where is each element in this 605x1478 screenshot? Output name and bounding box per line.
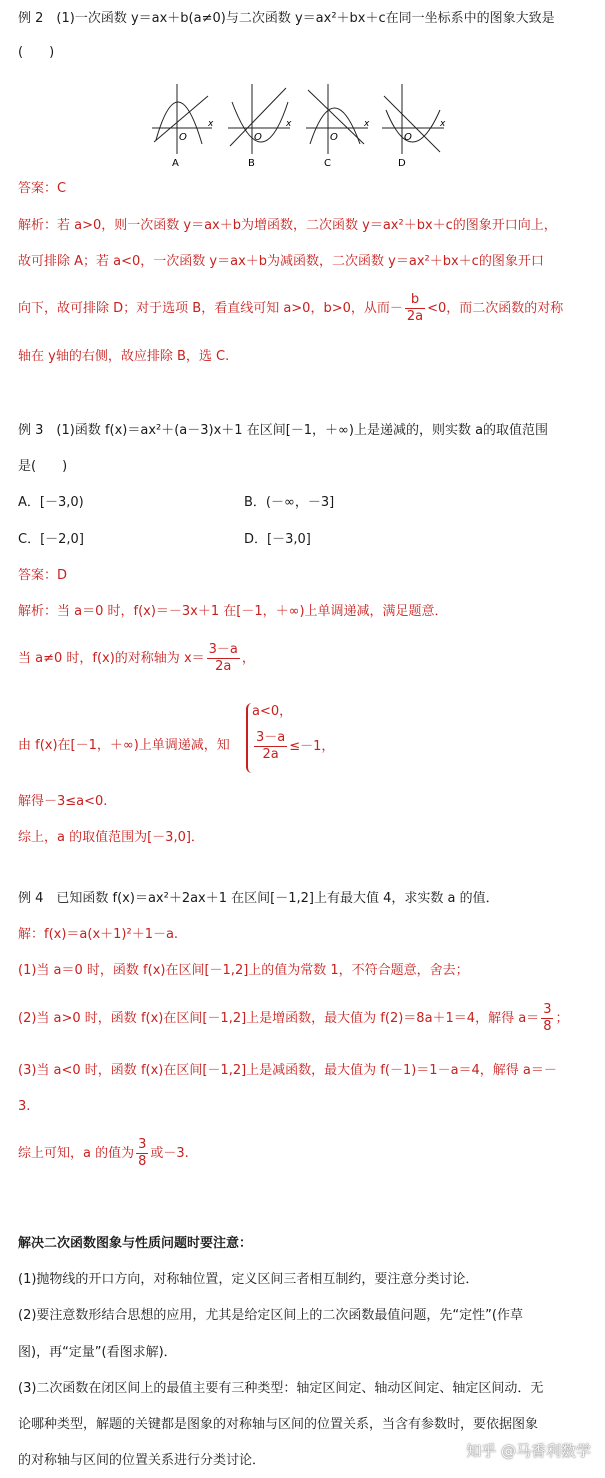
ex3-option-a: A．[－3,0) <box>18 495 84 510</box>
graph-b-x-label: x <box>286 119 292 129</box>
graphs-svg <box>150 82 450 168</box>
ex4-solution-line4: (3)当 a<0 时，函数 f(x)在区间[－1,2]上是减函数，最大值为 f(－1)＝1－a＝4，解得 a＝－ <box>18 1063 557 1078</box>
ex3-question-line2: 是( ) <box>18 459 68 474</box>
graph-d-x-label: x <box>440 119 446 129</box>
notes-item-1: (1)抛物线的开口方向，对称轴位置，定义区间三者相互制约，要注意分类讨论． <box>18 1272 479 1287</box>
graph-c-x-label: x <box>364 119 370 129</box>
ex2-analysis-line4: 轴在 y轴的右侧，故应排除 B，选 C. <box>18 349 230 364</box>
ex3-solution-line2 <box>18 640 255 678</box>
ex3-answer: 答案：D <box>18 568 68 583</box>
fraction-denominator: 2a <box>262 747 279 762</box>
fraction-3-minus-a-over-2a <box>254 730 287 763</box>
notes-item-2-line2: 图)，再“定量”(看图求解)． <box>18 1345 177 1360</box>
ex4-solution-line3-pre: (2)当 a>0 时，函数 f(x)在区间[－1,2]上是增函数，最大值为 f(2)＝8a＋1＝4，解得 a＝ <box>18 1011 540 1026</box>
ex3-solution-line3: 由 f(x)在[－1，＋∞)上单调递减，知 <box>18 738 230 753</box>
ex4-solution-line6 <box>18 1134 189 1174</box>
ex4-solution-line2: (1)当 a＝0 时，函数 f(x)在区间[－1,2]上的值为常数 1，不符合题意，舍去； <box>18 963 469 978</box>
fraction-numerator: 3 <box>543 1002 552 1017</box>
ex4-question: 例 4 已知函数 f(x)＝ax²＋2ax＋1 在区间[－1,2]上有最大值 4，求实数 a 的值． <box>18 891 499 906</box>
graph-c <box>306 84 368 154</box>
graph-d-label: D <box>398 158 406 168</box>
graph-b-origin: O <box>254 132 262 143</box>
system-condition-2-post: ≤－1， <box>289 739 335 754</box>
ex3-question-line1: 例 3 (1)函数 f(x)＝ax²＋(a－3)x＋1 在区间[－1，＋∞)上是递减的，则实数 a的取值范围 <box>18 423 549 438</box>
graph-d <box>382 84 444 154</box>
fraction-denominator: 2a <box>406 309 424 324</box>
ex3-solution-line2-pre: 当 a≠0 时，f(x)的对称轴为 x＝ <box>18 651 205 666</box>
graph-b-label: B <box>248 158 255 168</box>
ex3-solution-line1: 解析：当 a＝0 时，f(x)＝－3x＋1 在[－1，＋∞)上单调递减，满足题意． <box>18 604 448 619</box>
ex4-solution-line3 <box>18 999 568 1039</box>
notes-title: 解决二次函数图象与性质问题时要注意： <box>18 1236 253 1251</box>
graph-c-origin: O <box>330 132 338 143</box>
ex4-solution-line6-pre: 综上可知，a 的值为 <box>18 1146 135 1161</box>
fraction-3-over-8 <box>541 1002 553 1035</box>
ex3-solution-line5: 综上，a 的取值范围为[－3,0]． <box>18 830 204 845</box>
fraction-numerator: 3 <box>138 1137 147 1152</box>
fraction-denominator: 8 <box>138 1154 147 1169</box>
ex2-option-graphs <box>150 82 450 168</box>
graph-a-x-label: x <box>208 119 214 129</box>
ex4-solution-line3-post: ； <box>555 1011 569 1026</box>
graph-d-origin: O <box>404 132 412 143</box>
ex2-analysis-line3 <box>18 290 563 328</box>
fraction-numerator: 3－a <box>256 730 286 745</box>
notes-item-3-line3: 的对称轴与区间的位置关系进行分类讨论． <box>18 1453 266 1468</box>
ex2-analysis-line2: 故可排除 A；若 a<0，一次函数 y＝ax＋b为减函数，二次函数 y＝ax²＋bx＋c的图象开口 <box>18 254 544 269</box>
ex3-option-c: C．[－2,0] <box>18 532 84 547</box>
fraction-denominator: 8 <box>543 1019 552 1034</box>
ex3-solution-line4: 解得－3≤a<0. <box>18 794 108 809</box>
graph-b <box>228 84 290 154</box>
ex2-question-line2: ( ) <box>18 45 55 60</box>
graph-a-label: A <box>172 158 179 168</box>
fraction-numerator: b <box>405 292 425 309</box>
fraction-denominator: 2a <box>215 659 232 674</box>
ex2-question-line1: 例 2 (1)一次函数 y＝ax＋b(a≠0)与二次函数 y＝ax²＋bx＋c在同一坐标系中的图象大致是 <box>18 11 555 26</box>
fraction-b-over-2a <box>405 292 425 325</box>
ex4-solution-line6-post: 或－3. <box>150 1146 189 1161</box>
graph-a-origin: O <box>179 132 187 143</box>
ex2-analysis-line3-pre: 向下，故可排除 D；对于选项 B，看直线可知 a>0，b>0，从而－ <box>18 301 403 316</box>
system-condition-2 <box>252 730 334 763</box>
ex2-analysis-line3-post: <0，而二次函数的对称 <box>427 301 564 316</box>
notes-item-3-line1: (3)二次函数在闭区间上的最值主要有三种类型：轴定区间定、轴动区间定、轴定区间动．无 <box>18 1381 544 1396</box>
graph-a <box>152 84 212 154</box>
ex3-option-d: D．[－3,0] <box>244 532 311 547</box>
fraction-numerator: 3－a <box>208 642 238 657</box>
graph-c-label: C <box>324 158 331 168</box>
ex2-analysis-line1: 解析：若 a>0，则一次函数 y＝ax＋b为增函数，二次函数 y＝ax²＋bx＋c的图象开口向上， <box>18 218 557 233</box>
ex2-answer: 答案：C <box>18 181 67 196</box>
ex4-solution-line1: 解：f(x)＝a(x＋1)²＋1－a. <box>18 927 179 942</box>
notes-item-3-line2: 论哪种类型，解题的关键都是图象的对称轴与区间的位置关系，当含有参数时，要依据图象 <box>18 1417 539 1432</box>
fraction-3-minus-a-over-2a <box>207 642 240 675</box>
watermark: 知乎 @马香利数学 <box>466 1442 591 1460</box>
system-condition-1: a<0， <box>252 704 293 719</box>
ex3-option-b: B．(－∞，－3] <box>244 495 335 510</box>
ex4-solution-line5: 3. <box>18 1099 31 1114</box>
ex3-solution-line2-post: ， <box>241 651 255 666</box>
notes-item-2-line1: (2)要注意数形结合思想的应用，尤其是给定区间上的二次函数最值问题，先“定性”(作草 <box>18 1308 523 1323</box>
fraction-3-over-8 <box>136 1137 148 1170</box>
